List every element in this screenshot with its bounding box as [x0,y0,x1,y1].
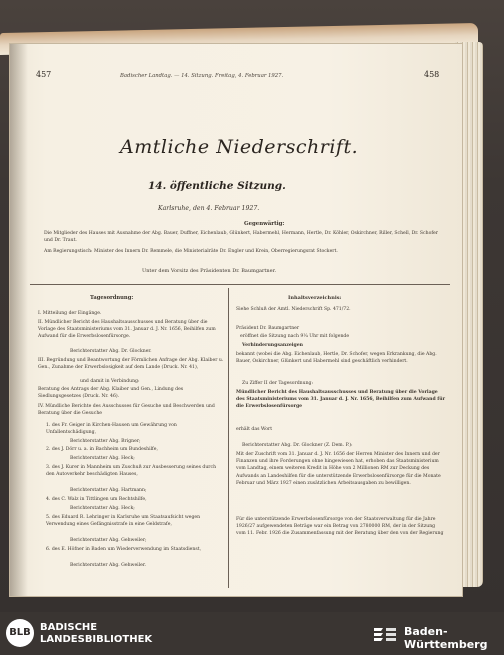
agenda-item: Berichterstatter Abg. Heck; [70,456,135,461]
agenda-item: III. Begründung und Beantwortung der Förmlichen Anfrage der Abg. Klaiber u. Gen., Zunahme der Erwerbslosigkeit auf dem Lande (Druck. Nr. 41), [38,358,224,371]
opening-line: eröffnet die Sitzung nach 9¼ Uhr mit folgende [240,334,350,339]
gets-floor: erhält das Wort [236,427,273,432]
agenda-item: 2. des J. Dörr u. a. in Bachheim um Bundeshilfe, [46,447,158,452]
agenda-item: II. Mündlicher Bericht des Haushaltsausschusses und Beratung über die Vorlage des Staatsministeriums vom 31. Januar d. J. Nr. 1656, Beihilfen zum Aufwand für die Erwerbslosenfürsorge. [38,320,216,340]
agenda-item: Berichterstatter Abg. Brigner; [70,439,141,444]
agenda-item: 4. des C. Walz in Tittlingen um Rechtshilfe, [46,497,147,502]
bw-name[interactable]: Baden-Württemberg [404,625,488,651]
members-list: Die Mitglieder des Hauses mit Ausnahme der Abg. Bauer, Duffner, Eichenlaub, Glünkert, Habermehl, Hermann, Hertle, Dr. Köhler, Oskirchner, Riller, Schell, Dr. Schofer und Dr. Traut. [44,231,438,244]
blb-name-line2: LANDESBIBLIOTHEK [40,634,153,645]
agenda-item: und damit in Verbindung: [80,379,140,384]
item-ii-label: Zu Ziffer II der Tagesordnung: [242,381,314,386]
report-paragraph-1: Mit der Zuschrift vom 31. Januar d. J. Nr. 1656 der Herren Minister des Innern und der Finanzen und ihre Forderungen ohne hingewiesen hat, erhoben das Staatsministerium vom Landtag, einem weiteren Kredit in Höhe von 2 Millionen RM zur Deckung des Aufwands an Landeshilfen für die unterstützende Erwerbslosenfürsorge für die Monate Februar und März 1927 einen zusätzlichen Arbeitsausgaben zu bewilligen. [236,452,441,486]
agenda-item: 6. des E. Höfner in Baden um Wiederverwendung im Staatsdienst, [46,547,202,552]
government-list: Am Regierungstisch: Minister des Innern Dr. Remmele, die Ministerialräte Dr. Engler und Krein, Oberregierungsrat Stockert. [44,249,338,254]
running-header: Badischer Landtag. — 14. Sitzung. Freitag, 4. Februar 1927. [120,73,284,79]
agenda-item: 1. des Fr. Geiger in Kirchen-Hausen um Gewährung von Unfallentschädigung, [46,423,177,436]
spine-shadow [10,44,28,596]
agenda-item: 5. des Eduard R. Lehringer in Karlsruhe um Staatsaufsicht wegen Verwendung eines Gefängnisstrafe in eine Geldstrafe, [46,515,201,528]
right-page-number: 458 [424,70,440,79]
president-line: Präsident Dr. Baumgartner [236,326,300,331]
document-page [10,44,462,596]
absence-heading: Verhinderungsanzeigen [242,343,304,348]
toc-heading: Inhaltsverzeichnis: [288,295,342,301]
session-date: Karlsruhe, den 4. Februar 1927. [158,205,260,212]
agenda-item: Berichterstatter Abg. Gehweiler. [70,563,146,568]
item-ii-title: Mündlicher Bericht des Haushaltsausschusses und Beratung über die Vorlage des Staatsministeriums vom 31. Januar d. J. Nr. 1656, Beihilfen zum Aufwand für die Erwerbslosenfürsorge [236,390,446,410]
report-paragraph-2: Für die unterstützende Erwerbslosenfürsorge von der Staatsverwaltung für die Jahre 1926/27 aufgewendeten Beträge war ein Betrag von 2780000 RM, der in der Sitzung vom 11. Febr. 1926 die Zusammenfassung mit der Beratung über den von der Regierung [236,517,444,537]
footer-bar [0,612,504,655]
chair-line: Unter dem Vorsitz des Präsidenten Dr. Baumgartner. [142,268,277,274]
agenda-item: I. Mitteilung der Eingänge. [38,311,102,316]
blb-logo[interactable]: BLB [6,619,34,647]
toc-line: Siehe Schluß der Amtl. Niederschrift Sp. 471/72. [236,307,351,312]
left-page-number: 457 [36,70,52,79]
agenda-item: Beratung des Antrags der Abg. Klaiber und Gen., Lindung des Siedlungsgesetzes (Druck. Nr. 46). [38,387,184,400]
agenda-item: Berichterstatter Abg. Gehweiler; [70,538,147,543]
rapporteur-line: Berichterstatter Abg. Dr. Glockner (Z. Dem. P.): [242,443,353,448]
agenda-item: Berichterstatter Abg. Dr. Glockner. [70,349,152,354]
agenda-item: Berichterstatter Abg. Hartmann; [70,488,147,493]
section-divider [30,284,450,285]
agenda-heading: Tagesordnung: [90,295,134,301]
agenda-item: IV. Mündliche Berichte des Ausschusses für Gesuche und Beschwerden und Beratung über die Gesuche [38,404,215,417]
blb-name[interactable] [40,622,152,646]
agenda-item: 3. des J. Kurer in Mannheim um Zuschuß zur Ausbesserung seines durch den Autoverkehr beschädigten Hauses, [46,465,217,478]
three-lions-icon [371,624,399,644]
present-label: Gegenwärtig: [244,221,285,227]
column-divider [228,288,229,588]
session-title: 14. öffentliche Sitzung. [148,180,286,192]
document-title: Amtliche Niederschrift. [120,136,359,158]
agenda-item: Berichterstatter Abg. Heck; [70,506,135,511]
blb-name-line1: BADISCHE [40,622,98,633]
absence-text: bekannt (wobei die Abg. Eichenlaub, Hertle, Dr. Schofer, wegen Erkrankung, die Abg. Bauer, Oskirchner, Glünkert und Habermehl sind geschäftlich verhindert. [236,352,437,365]
